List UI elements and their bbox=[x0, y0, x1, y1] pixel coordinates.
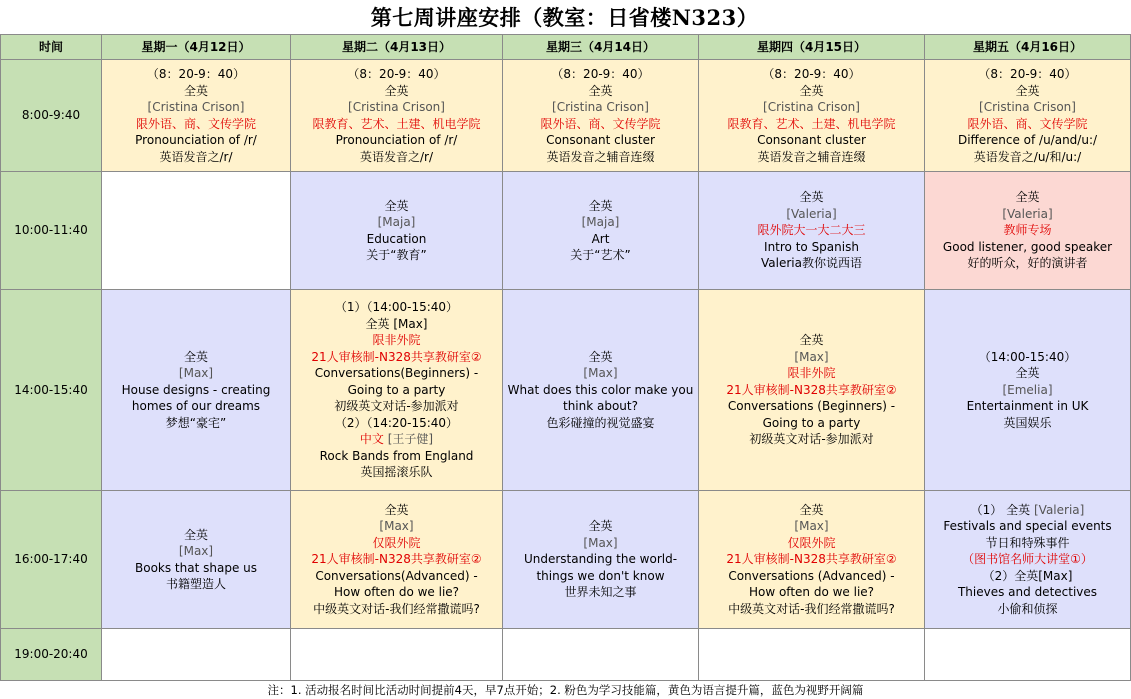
footer-note: 注：1. 活动报名时间比活动时间提前4天，早7点开始；2. 粉色为学习技能篇，黄色为语言提升篇，蓝色为视野开阔篇 bbox=[267, 683, 864, 697]
header-thursday[interactable]: 星期四（4月15日） bbox=[699, 35, 925, 60]
topic-cn: 关于“教育” bbox=[366, 248, 427, 262]
restriction: 限外语、商、文传学院 bbox=[540, 116, 661, 131]
speaker: [Max] bbox=[794, 519, 829, 534]
cell-mon-slot3[interactable] bbox=[102, 290, 291, 491]
topic-en-2: Going to a party bbox=[762, 415, 861, 430]
topic-en: Books that shape us bbox=[135, 560, 257, 575]
topic-en: Consonant cluster bbox=[546, 133, 655, 147]
speaker: [Maja] bbox=[377, 215, 416, 229]
topic-en: What does this color make you think about? bbox=[507, 382, 694, 414]
time-cell[interactable]: 19:00-20:40 bbox=[1, 629, 102, 681]
restriction: 限外院大一大二大三 bbox=[757, 223, 866, 238]
speaker: [Max] bbox=[178, 366, 214, 381]
time-note: （8：20-9：40） bbox=[978, 67, 1077, 81]
row-16-00 bbox=[1, 491, 1131, 629]
language-tag: 全英 bbox=[799, 502, 824, 517]
library-lecture-note: （图书馆名师大讲堂①） bbox=[962, 552, 1093, 567]
topic-cn: 初级英文对话-参加派对 bbox=[334, 399, 459, 414]
language-tag: 全英 bbox=[183, 527, 208, 542]
cell-thu-slot1[interactable] bbox=[699, 60, 925, 172]
row-8-00 bbox=[1, 60, 1131, 172]
header-row bbox=[1, 35, 1131, 60]
topic-cn: 英语发音之辅音连缀 bbox=[757, 149, 866, 164]
review-note: 21人审核制-N328共享教研室② bbox=[726, 382, 897, 397]
speaker: [Maja] bbox=[581, 215, 620, 229]
language-tag: 全英 bbox=[799, 190, 824, 205]
language-tag: 全英 bbox=[1006, 502, 1031, 517]
cell-wed-slot2[interactable] bbox=[503, 172, 699, 290]
header-friday[interactable]: 星期五（4月16日） bbox=[925, 35, 1131, 60]
session-2-topic-cn: 英国摇滚乐队 bbox=[360, 465, 433, 480]
topic-en: Entertainment in UK bbox=[966, 399, 1089, 414]
topic-en: Pronounciation of /r/ bbox=[335, 133, 458, 147]
topic-cn: 色彩碰撞的视觉盛宴 bbox=[546, 415, 655, 430]
cell-tue-slot4[interactable] bbox=[291, 491, 503, 629]
speaker: [Max] bbox=[583, 535, 618, 550]
speaker: [Max] bbox=[583, 366, 618, 381]
cell-thu-slot3[interactable] bbox=[699, 290, 925, 491]
speaker: [Cristina Crison] bbox=[552, 100, 649, 114]
restriction: 限非外院 bbox=[787, 366, 836, 381]
topic-cn: 英语发音之辅音连缀 bbox=[546, 149, 655, 164]
cell-wed-slot3[interactable] bbox=[503, 290, 699, 491]
time-note: （8：20-9：40） bbox=[762, 67, 861, 81]
row-14-00 bbox=[1, 290, 1131, 491]
time-cell[interactable]: 10:00-11:40 bbox=[1, 172, 102, 290]
language-tag: 全英 bbox=[588, 198, 613, 213]
time-cell[interactable]: 16:00-17:40 bbox=[1, 491, 102, 629]
language-tag: 全英 bbox=[1015, 190, 1040, 205]
language-tag: 全英 bbox=[799, 83, 824, 98]
topic-en: Art bbox=[591, 231, 610, 246]
speaker: [Valeria] bbox=[786, 206, 837, 221]
topic-cn: 英国娱乐 bbox=[1003, 415, 1052, 430]
restriction: 限教育、艺术、土建、机电学院 bbox=[312, 116, 481, 131]
session-2-time: （2）（14:20-15:40） bbox=[334, 415, 459, 430]
cell-fri-slot3[interactable] bbox=[925, 290, 1131, 491]
topic-en: House designs - creating homes of our dreams bbox=[121, 382, 271, 414]
cell-tue-slot1[interactable] bbox=[291, 60, 503, 172]
topic-en: Conversations (Beginners) - bbox=[727, 399, 896, 414]
cell-tue-slot3[interactable] bbox=[291, 290, 503, 491]
header-wednesday[interactable]: 星期三（4月14日） bbox=[503, 35, 699, 60]
restriction: 教师专场 bbox=[1003, 223, 1052, 238]
cell-wed-slot5-empty[interactable] bbox=[503, 629, 699, 681]
language-tag: 全英 bbox=[588, 519, 613, 534]
speaker: [Cristina Crison] bbox=[147, 100, 245, 114]
topic-cn: 英语发音之/u/和/u:/ bbox=[973, 149, 1082, 164]
topic-en: Consonant cluster bbox=[757, 133, 866, 147]
session-2-index: （2） bbox=[982, 568, 1015, 583]
topic-en: Education bbox=[366, 231, 427, 246]
session-2-topic-cn: 小偷和侦探 bbox=[997, 601, 1058, 616]
speaker: [Valeria] bbox=[1002, 206, 1053, 221]
session-2-header bbox=[927, 568, 1128, 585]
session-2-lang-speaker bbox=[293, 431, 500, 448]
topic-cn: 好的听众，好的演讲者 bbox=[967, 256, 1088, 271]
row-19-00 bbox=[1, 629, 1131, 681]
topic-en: Understanding the world- things we don't know bbox=[523, 552, 678, 583]
time-note: （8：20-9：40） bbox=[551, 67, 650, 81]
cell-mon-slot4[interactable] bbox=[102, 491, 291, 629]
topic-cn: 中级英文对话-我们经常撒谎吗? bbox=[313, 601, 480, 616]
topic-cn: 关于“艺术” bbox=[570, 248, 631, 262]
cell-mon-slot1[interactable] bbox=[102, 60, 291, 172]
speaker: [Max] bbox=[178, 544, 214, 558]
language-tag: 全英 bbox=[588, 83, 613, 98]
speaker: [Cristina Crison] bbox=[979, 100, 1076, 114]
header-time[interactable]: 时间 bbox=[1, 35, 102, 60]
review-note: 21人审核制-N328共享教研室② bbox=[311, 349, 482, 364]
cell-tue-slot2[interactable] bbox=[291, 172, 503, 290]
topic-en-2: How often do we lie? bbox=[748, 585, 875, 600]
language-tag: 全英 bbox=[183, 349, 208, 364]
topic-en: Conversations (Advanced) - bbox=[728, 568, 895, 583]
row-10-00 bbox=[1, 172, 1131, 290]
language-tag: 全英 bbox=[1015, 83, 1040, 98]
restriction: 限教育、艺术、土建、机电学院 bbox=[727, 116, 896, 131]
session-1-index: （1） bbox=[970, 502, 1003, 517]
speaker: [Max] bbox=[379, 519, 414, 534]
language-tag: 全英 bbox=[1015, 366, 1040, 381]
topic-cn: 英语发音之/r/ bbox=[359, 149, 434, 164]
topic-cn: 梦想“豪宅” bbox=[165, 415, 227, 430]
speaker: [Valeria] bbox=[1033, 502, 1085, 517]
restriction: 仅限外院 bbox=[787, 535, 836, 550]
time-note: （8：20-9：40） bbox=[347, 67, 446, 81]
session-1-header bbox=[927, 502, 1128, 519]
review-note: 21人审核制-N328共享教研室② bbox=[311, 552, 482, 567]
restriction: 限非外院 bbox=[372, 333, 421, 348]
session-1-time: （1）（14:00-15:40） bbox=[334, 300, 459, 315]
language-tag: 全英 bbox=[384, 502, 409, 517]
topic-cn: 世界未知之事 bbox=[564, 585, 637, 600]
speaker: [王子健] bbox=[387, 432, 434, 447]
topic-en: Festivals and special events bbox=[943, 519, 1112, 534]
language-tag: 全英 bbox=[588, 349, 613, 364]
cell-mon-slot2-empty[interactable] bbox=[102, 172, 291, 290]
cell-wed-slot4[interactable] bbox=[503, 491, 699, 629]
topic-cn: 节日和特殊事件 bbox=[985, 535, 1070, 550]
topic-cn: 英语发音之/r/ bbox=[159, 149, 233, 164]
restriction: 限外语、商、文传学院 bbox=[135, 116, 256, 131]
review-note: 21人审核制-N328共享教研室② bbox=[726, 552, 897, 567]
topic-en: Conversations(Beginners) - bbox=[314, 366, 479, 381]
language-speaker: 全英 [Max] bbox=[365, 316, 428, 331]
session-2-topic-en: Rock Bands from England bbox=[319, 448, 474, 463]
cell-thu-slot4[interactable] bbox=[699, 491, 925, 629]
session-2-topic-en: Thieves and detectives bbox=[957, 585, 1098, 600]
topic-en-2: How often do we lie? bbox=[333, 585, 460, 600]
topic-cn: Valeria教你说西语 bbox=[761, 256, 862, 271]
speaker: [Emelia] bbox=[1002, 382, 1053, 397]
topic-en: Conversations(Advanced) - bbox=[315, 568, 478, 583]
topic-cn: 初级英文对话-参加派对 bbox=[749, 432, 874, 447]
time-note: （14:00-15:40） bbox=[978, 349, 1077, 364]
language-tag: 全英 bbox=[799, 333, 824, 348]
time-cell[interactable]: 8:00-9:40 bbox=[1, 60, 102, 172]
cell-tue-slot5-empty[interactable] bbox=[291, 629, 503, 681]
speaker: [Cristina Crison] bbox=[763, 100, 860, 114]
cell-fri-slot1[interactable] bbox=[925, 60, 1131, 172]
time-note: （8：20-9：40） bbox=[146, 67, 246, 81]
restriction: 仅限外院 bbox=[372, 535, 421, 550]
language-tag: 中文 bbox=[359, 432, 384, 447]
language-tag: 全英 bbox=[384, 83, 409, 98]
topic-cn: 中级英文对话-我们经常撒谎吗? bbox=[728, 601, 895, 616]
cell-wed-slot1[interactable] bbox=[503, 60, 699, 172]
cell-thu-slot2[interactable] bbox=[699, 172, 925, 290]
restriction: 限外语、商、文传学院 bbox=[967, 116, 1088, 131]
language-tag: 全英 bbox=[384, 198, 409, 213]
topic-en: Pronounciation of /r/ bbox=[135, 133, 257, 147]
schedule-table bbox=[0, 34, 1131, 681]
cell-fri-slot2[interactable] bbox=[925, 172, 1131, 290]
speaker: [Cristina Crison] bbox=[348, 100, 445, 114]
header-tuesday[interactable]: 星期二（4月13日） bbox=[291, 35, 503, 60]
time-cell[interactable]: 14:00-15:40 bbox=[1, 290, 102, 491]
page-title: 第七周讲座安排（教室：日省楼N323） bbox=[370, 5, 759, 30]
topic-cn: 书籍塑造人 bbox=[165, 577, 226, 591]
cell-thu-slot5-empty[interactable] bbox=[699, 629, 925, 681]
speaker: [Max] bbox=[794, 349, 829, 364]
topic-en-2: Going to a party bbox=[347, 382, 446, 397]
topic-en: Intro to Spanish bbox=[764, 239, 859, 254]
header-monday[interactable]: 星期一（4月12日） bbox=[102, 35, 291, 60]
cell-fri-slot4[interactable] bbox=[925, 491, 1131, 629]
language-speaker: 全英[Max] bbox=[1014, 568, 1073, 583]
topic-en: Difference of /u/and/u:/ bbox=[957, 133, 1098, 147]
cell-fri-slot5-empty[interactable] bbox=[925, 629, 1131, 681]
language-tag: 全英 bbox=[183, 83, 208, 98]
topic-en: Good listener, good speaker bbox=[942, 239, 1113, 254]
cell-mon-slot5-empty[interactable] bbox=[102, 629, 291, 681]
